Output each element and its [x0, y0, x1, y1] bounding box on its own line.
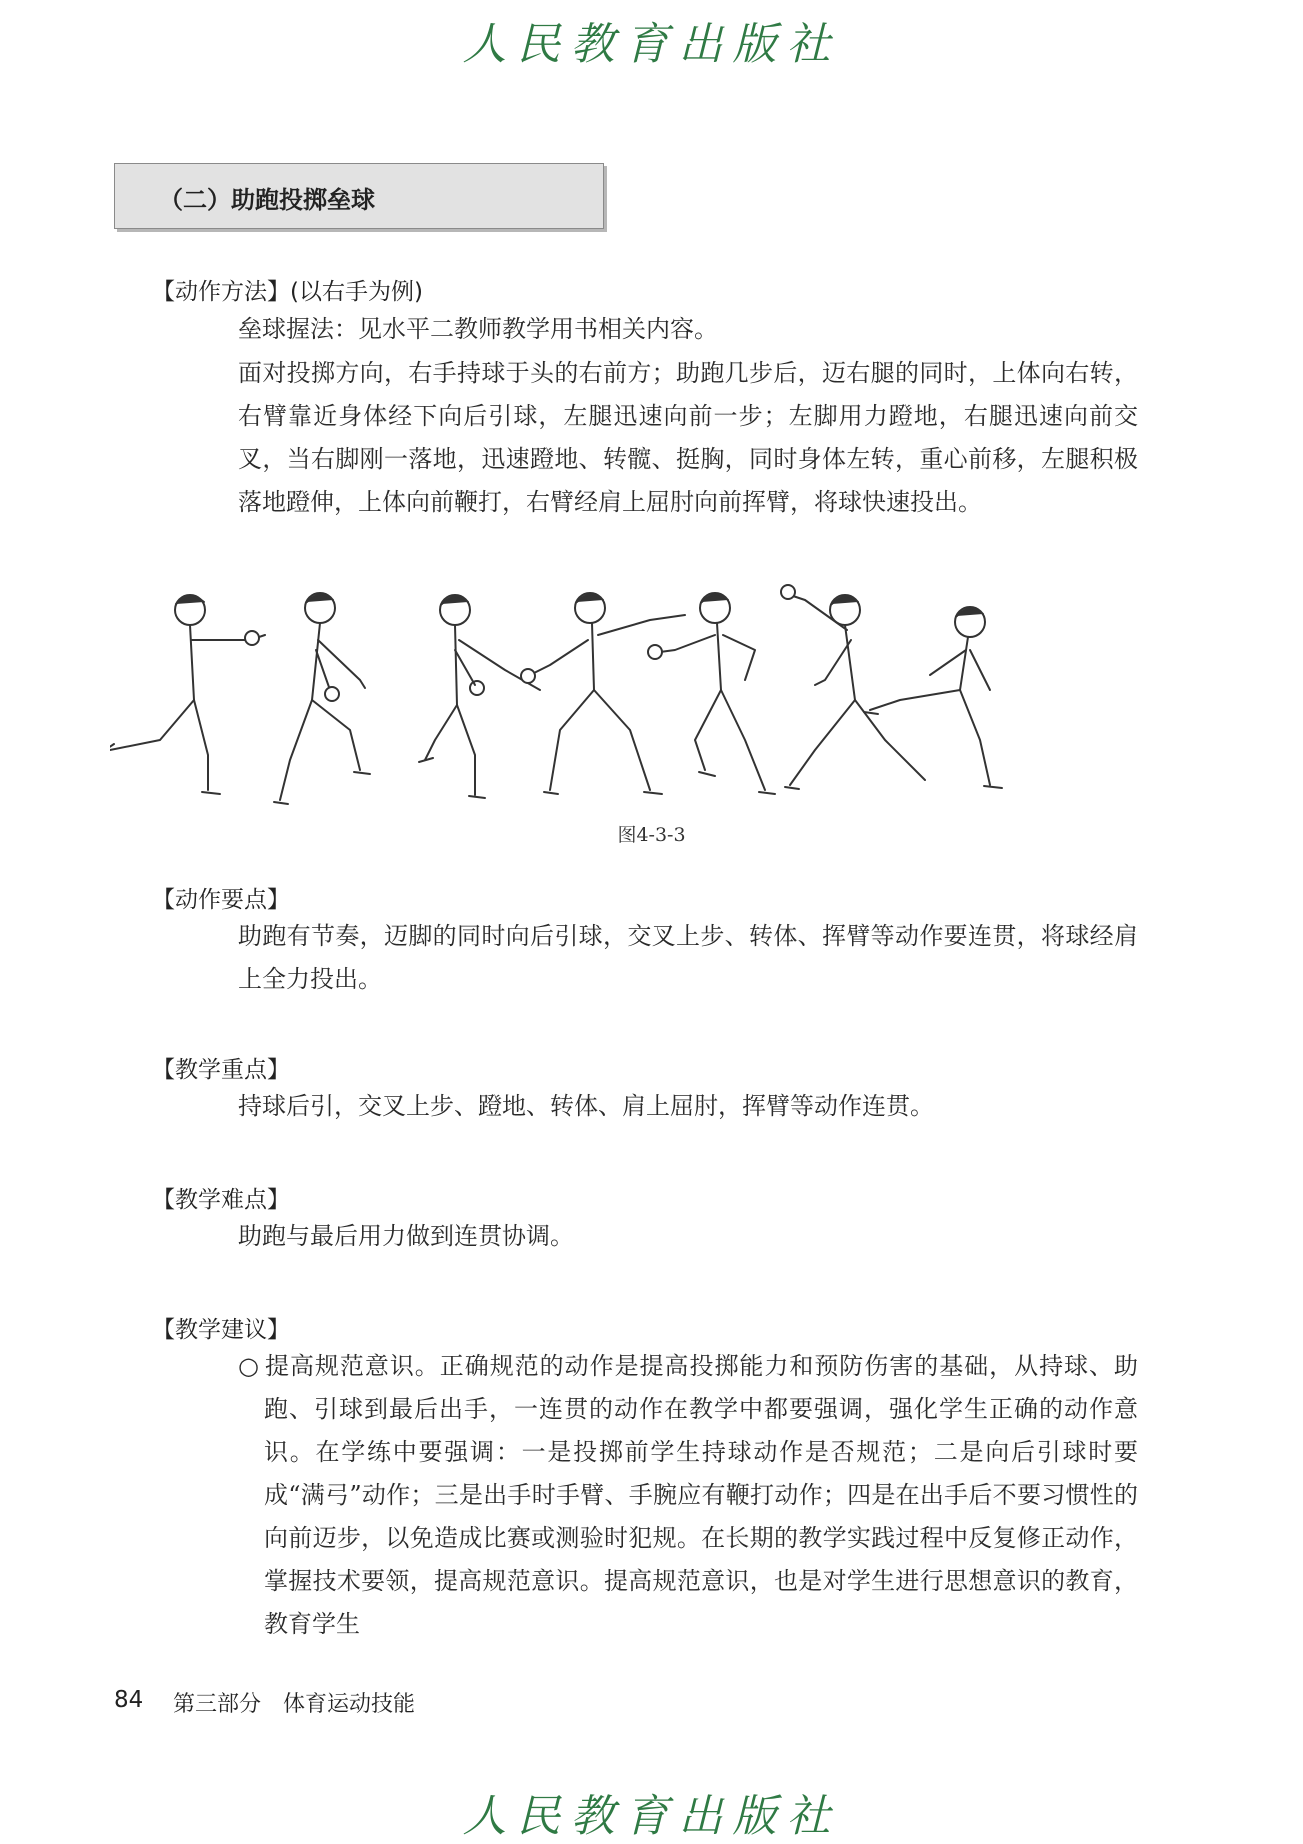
suggestion-text: 提高规范意识。正确规范的动作是提高投掷能力和预防伤害的基础，从持球、助跑、引球到最后出手，一连贯的动作在教学中都要强调，强化学生正确的动作意识。在学练中要强调：一是投掷前学生持球动作是否规范；二是向后引球时要成“满弓”动作；三是出手时手臂、手腕应有鞭打动作；四是在出手后不要习惯性的向前迈步，以免造成比赛或测验时犯规。在长期的教学实践过程中反复修正动作，掌握技术要领，提高规范意识。提高规范意识，也是对学生进行思想意识的教育，教育学生: [264, 1352, 1138, 1638]
footer-section: 第三部分 体育运动技能: [173, 1692, 416, 1717]
publisher-logo-bottom: 人民教育出版社: [462, 1791, 841, 1842]
key-points-heading: 【动作要点】: [152, 887, 290, 913]
method-heading: 【动作方法】(以右手为例): [152, 279, 423, 305]
teaching-focus-heading: 【教学重点】: [152, 1057, 290, 1083]
method-body-text: 面对投掷方向，右手持球于头的右前方；助跑几步后，迈右腿的同时，上体向右转，右臂靠近身体经下向后引球，左腿迅速向前一步；左脚用力蹬地，右腿迅速向前交叉，当右脚刚一落地，迅速蹬地、转髋、挺胸，同时身体左转，重心前移，左腿积极落地蹬伸，上体向前鞭打，右臂经肩上屈肘向前挥臂，将球快速投出。: [238, 359, 1138, 516]
publisher-logo-top: 人民教育出版社: [462, 19, 841, 70]
teaching-focus-text: 持球后引，交叉上步、蹬地、转体、肩上屈肘，挥臂等动作连贯。: [238, 1092, 934, 1120]
teaching-difficulty-heading: 【教学难点】: [152, 1187, 290, 1213]
section-title: （二）助跑投掷垒球: [159, 186, 375, 214]
athlete-figure-4: [521, 593, 685, 794]
bullet-circle-icon: ○: [238, 1352, 259, 1380]
athlete-figure-5: [648, 593, 775, 794]
section-title-box: [114, 163, 604, 229]
athlete-figure-3: [419, 595, 540, 798]
suggestion-item: [238, 1345, 1138, 1646]
throwing-sequence-figure: [110, 580, 1110, 820]
method-grip-text: 垒球握法：见水平二教师教学用书相关内容。: [238, 315, 718, 343]
athlete-figure-1: [110, 595, 265, 794]
teaching-difficulty-text: 助跑与最后用力做到连贯协调。: [238, 1222, 574, 1250]
key-points-text: 助跑有节奏，迈脚的同时向后引球，交叉上步、转体、挥臂等动作要连贯，将球经肩上全力投出。: [238, 922, 1138, 993]
athlete-figure-7: [864, 607, 1002, 788]
athlete-figure-6: [781, 585, 925, 789]
figure-caption: 图4-3-3: [617, 824, 686, 846]
suggestions-heading: 【教学建议】: [152, 1317, 290, 1343]
athlete-figure-2: [274, 593, 370, 804]
page-number: 84: [114, 1687, 144, 1713]
